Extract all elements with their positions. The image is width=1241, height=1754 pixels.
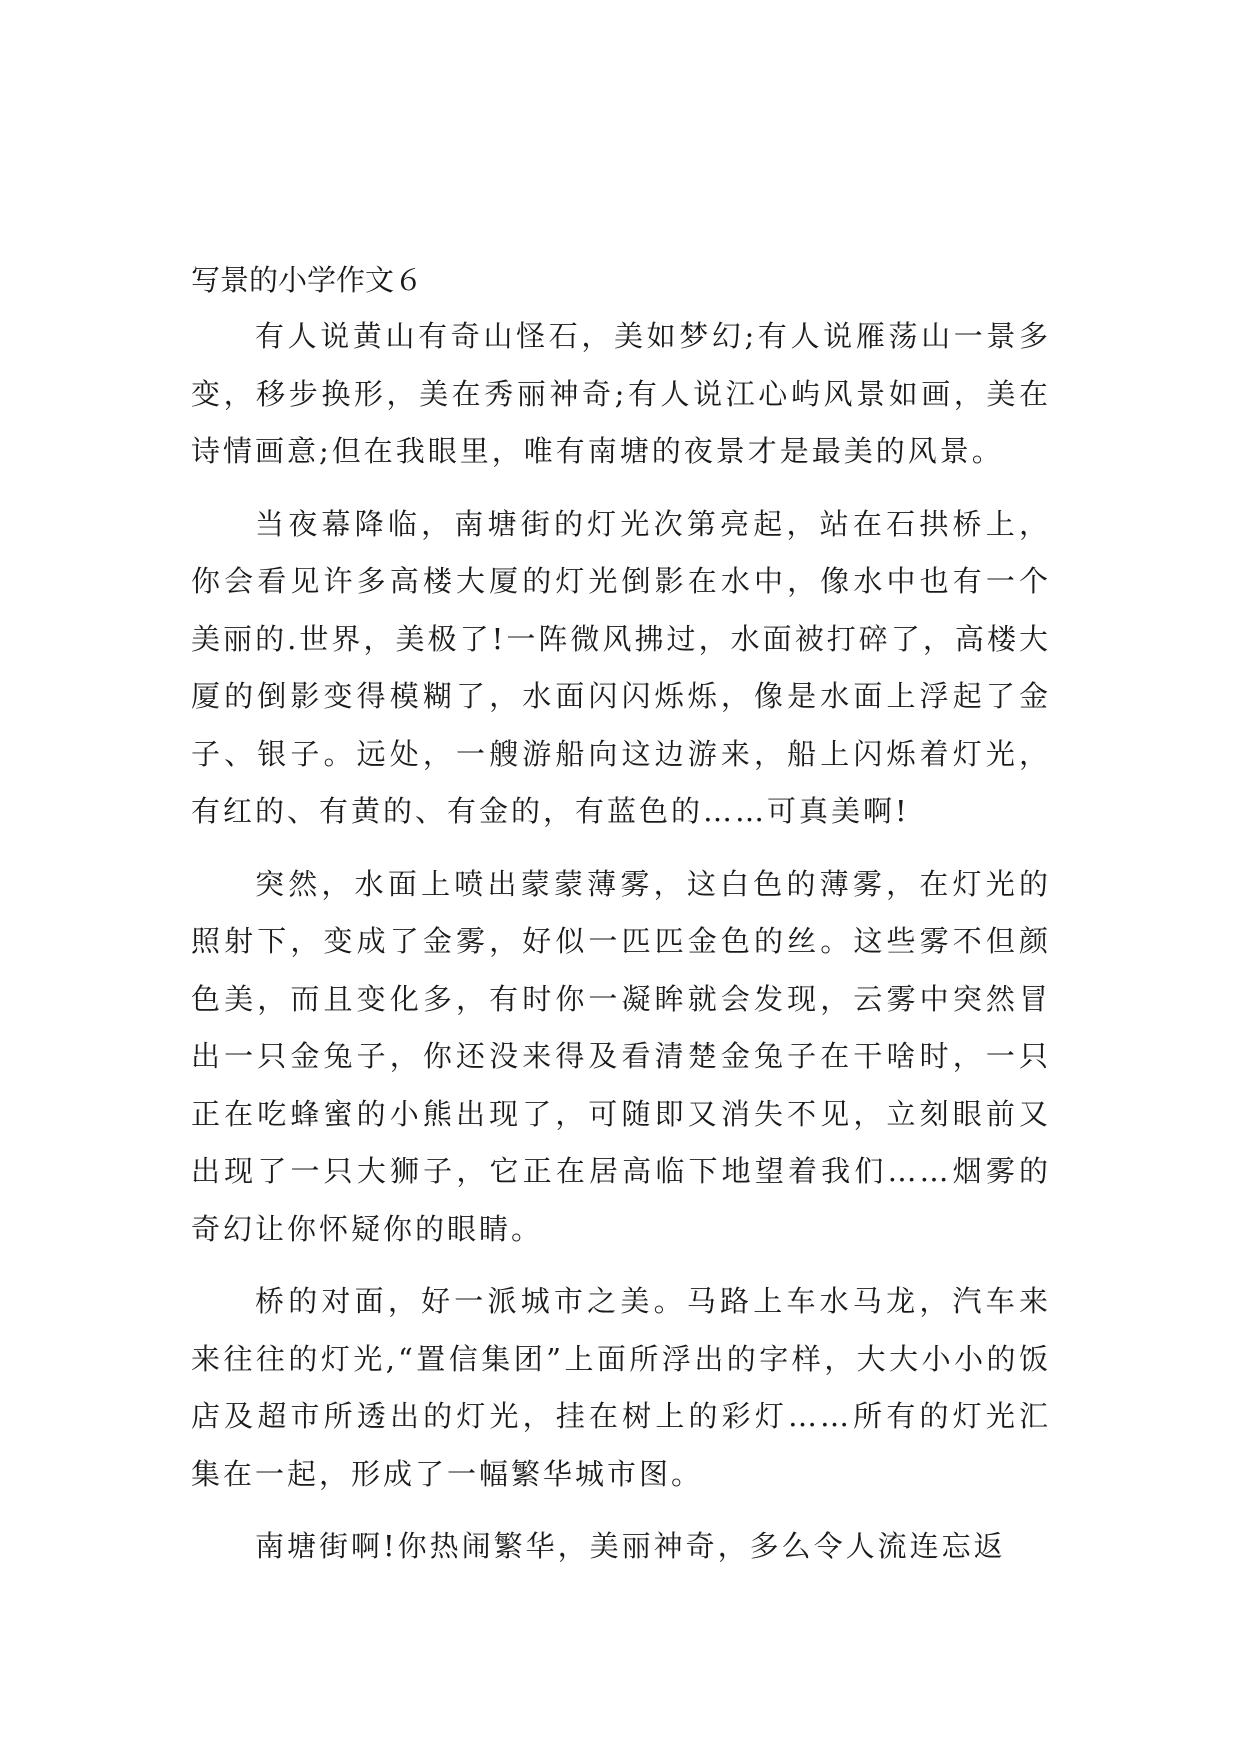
paragraph-2: 当夜幕降临，南塘街的灯光次第亮起，站在石拱桥上，你会看见许多高楼大厦的灯光倒影在水中，像水中也有一个美丽的.世界，美极了!一阵微风拂过，水面被打碎了，高楼大厦的倒影变得模糊了，水面闪闪烁烁，像是水面上浮起了金子、银子。远处，一艘游船向这边游来，船上闪烁着灯光，有红的、有黄的、有金的，有蓝色的……可真美啊! <box>191 506 1051 828</box>
paragraph-spacer <box>191 1258 1051 1273</box>
document-title: 写景的小学作文６ <box>191 263 424 297</box>
paragraph-spacer <box>191 841 1051 856</box>
paragraph-4: 桥的对面，好一派城市之美。马路上车水马龙，汽车来来往往的灯光,“置信集团”上面所浮出的字样，大大小小的饭店及超市所透出的灯光，挂在树上的彩灯……所有的灯光汇集在一起，形成了一幅繁华城市图。 <box>191 1284 1051 1491</box>
paragraph-5: 南塘街啊!你热闹繁华，美丽神奇，多么令人流连忘返 <box>255 1529 1006 1563</box>
paragraph-3: 突然，水面上喷出蒙蒙薄雾，这白色的薄雾，在灯光的照射下，变成了金雾，好似一匹匹金色的丝。这些雾不但颜色美，而且变化多，有时你一凝眸就会发现，云雾中突然冒出一只金兔子，你还没来得及看清楚金兔子在干啥时，一只正在吃蜂蜜的小熊出现了，可随即又消失不见，立刻眼前又出现了一只大狮子，它正在居高临下地望着我们……烟雾的奇幻让你怀疑你的眼睛。 <box>191 866 1051 1246</box>
paragraph-spacer <box>191 481 1051 496</box>
paragraph-1: 有人说黄山有奇山怪石，美如梦幻;有人说雁荡山一景多变，移步换形，美在秀丽神奇;有人说江心屿风景如画，美在诗情画意;但在我眼里，唯有南塘的夜景才是最美的风景。 <box>191 319 1051 468</box>
paragraph-spacer <box>191 1503 1051 1518</box>
document-body <box>191 252 1051 1576</box>
